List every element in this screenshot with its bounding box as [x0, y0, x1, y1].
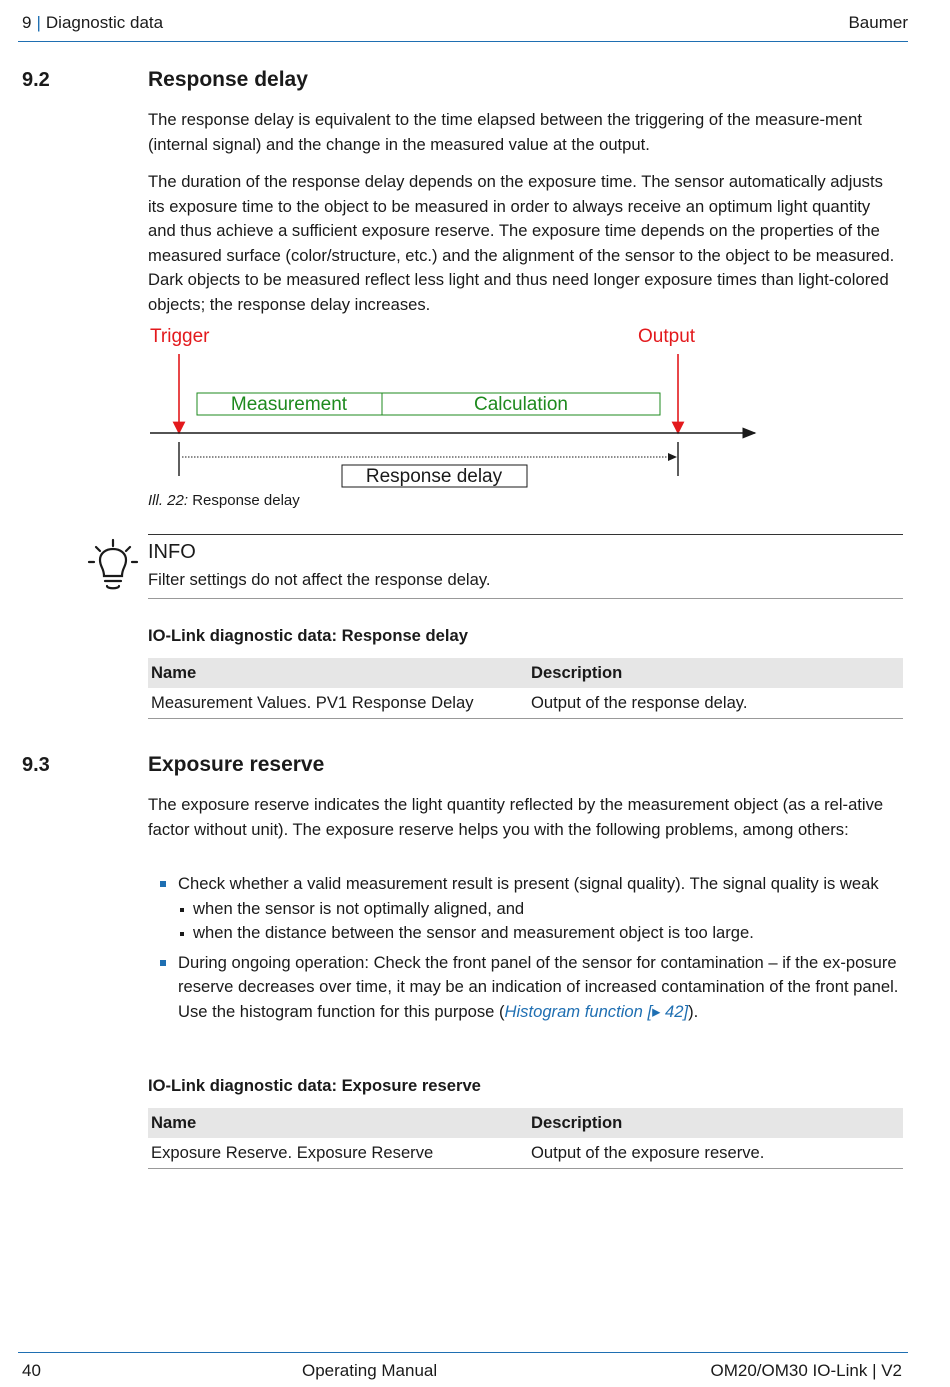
- paragraph: The exposure reserve indicates the light quantity reflected by the measurement object (as a rel-ative factor without unit). The exposure reserve helps you with the following problems, among others:: [148, 795, 884, 839]
- table-heading: IO-Link diagnostic data: Exposure reserve: [148, 1076, 481, 1095]
- header-chapter: [22, 13, 163, 33]
- cell-name: Measurement Values. PV1 Response Delay: [148, 688, 528, 719]
- list-item: [158, 872, 900, 946]
- paragraph: The duration of the response delay depends on the exposure time. The sensor automatically adjusts its exposure time to the object to be measured in order to always receive an optimum light quantity and thus achieve a sufficient exposure reserve. The exposure time depends on the properties of the measured surface (color/structure, etc.) and the alignment of the sensor to the object to be measured. Dark objects to be measured reflect less light and thus need longer exposure times than light-colored objects; the response delay increases.: [148, 172, 895, 314]
- section-number: 9.3: [22, 754, 50, 776]
- product-version: OM20/OM30 IO-Link | V2: [710, 1361, 902, 1380]
- column-header-description: Description: [528, 1108, 903, 1138]
- info-bottom-rule: [148, 598, 903, 599]
- section-title: Response delay: [148, 68, 308, 91]
- chapter-number: 9: [22, 13, 32, 32]
- document-type: Operating Manual: [302, 1361, 438, 1380]
- brand-name: Baumer: [848, 13, 908, 32]
- caption-prefix: Ill. 22:: [148, 492, 189, 509]
- info-title: INFO: [148, 541, 196, 563]
- cell-description: Output of the exposure reserve.: [528, 1138, 903, 1169]
- output-label: Output: [638, 326, 696, 347]
- lightbulb-icon: [86, 538, 140, 592]
- response-delay-table: [148, 658, 903, 719]
- column-header-description: Description: [528, 658, 903, 688]
- column-header-name: Name: [148, 658, 528, 688]
- response-delay-label: Response delay: [365, 466, 503, 487]
- bullet-text: Check whether a valid measurement result is present (signal quality). The signal quality is weak: [178, 874, 879, 893]
- footer-divider: [18, 1352, 908, 1353]
- bullet-list: [158, 872, 900, 1030]
- delay-arrowhead: [668, 453, 677, 461]
- table-header-row: [148, 1108, 903, 1138]
- sub-list: [178, 897, 900, 946]
- list-item: [158, 951, 900, 1025]
- page-number: 40: [22, 1361, 41, 1380]
- table-header-row: [148, 658, 903, 688]
- caption-text: Response delay: [192, 492, 300, 509]
- histogram-function-link[interactable]: Histogram function [▸ 42]: [504, 1001, 689, 1021]
- info-text: Filter settings do not affect the response delay.: [148, 570, 491, 589]
- cell-description: Output of the response delay.: [528, 688, 903, 719]
- response-delay-diagram: [0, 320, 950, 490]
- bullet-text: During ongoing operation: Check the front panel of the sensor for contamination – if the ex-posure reserve decreases over time, it may be an indication of increased contamination of the front panel. Use the histogram function for this purpose (: [178, 952, 899, 1021]
- info-top-rule: [148, 534, 903, 535]
- table-heading: IO-Link diagnostic data: Response delay: [148, 626, 468, 645]
- trigger-label: Trigger: [150, 326, 210, 347]
- column-header-name: Name: [148, 1108, 528, 1138]
- header-separator: |: [36, 13, 41, 32]
- chapter-title: Diagnostic data: [45, 13, 164, 32]
- sub-list-item: when the distance between the sensor and measurement object is too large.: [178, 921, 900, 946]
- sub-list-item: when the sensor is not optimally aligned, and: [178, 897, 900, 922]
- measurement-label: Measurement: [230, 394, 348, 415]
- section-title: Exposure reserve: [148, 753, 325, 776]
- header-divider: [18, 41, 908, 42]
- table-row: [148, 688, 903, 719]
- section-number: 9.2: [22, 69, 50, 91]
- figure-caption: [148, 492, 300, 509]
- cell-name: Exposure Reserve. Exposure Reserve: [148, 1138, 528, 1169]
- calculation-label: Calculation: [474, 394, 568, 415]
- exposure-reserve-table: [148, 1108, 903, 1169]
- paragraph: The response delay is equivalent to the time elapsed between the triggering of the measure-ment (internal signal) and the change in the measured value at the output.: [148, 110, 862, 154]
- table-row: [148, 1138, 903, 1169]
- bullet-text-end: ).: [688, 1001, 699, 1021]
